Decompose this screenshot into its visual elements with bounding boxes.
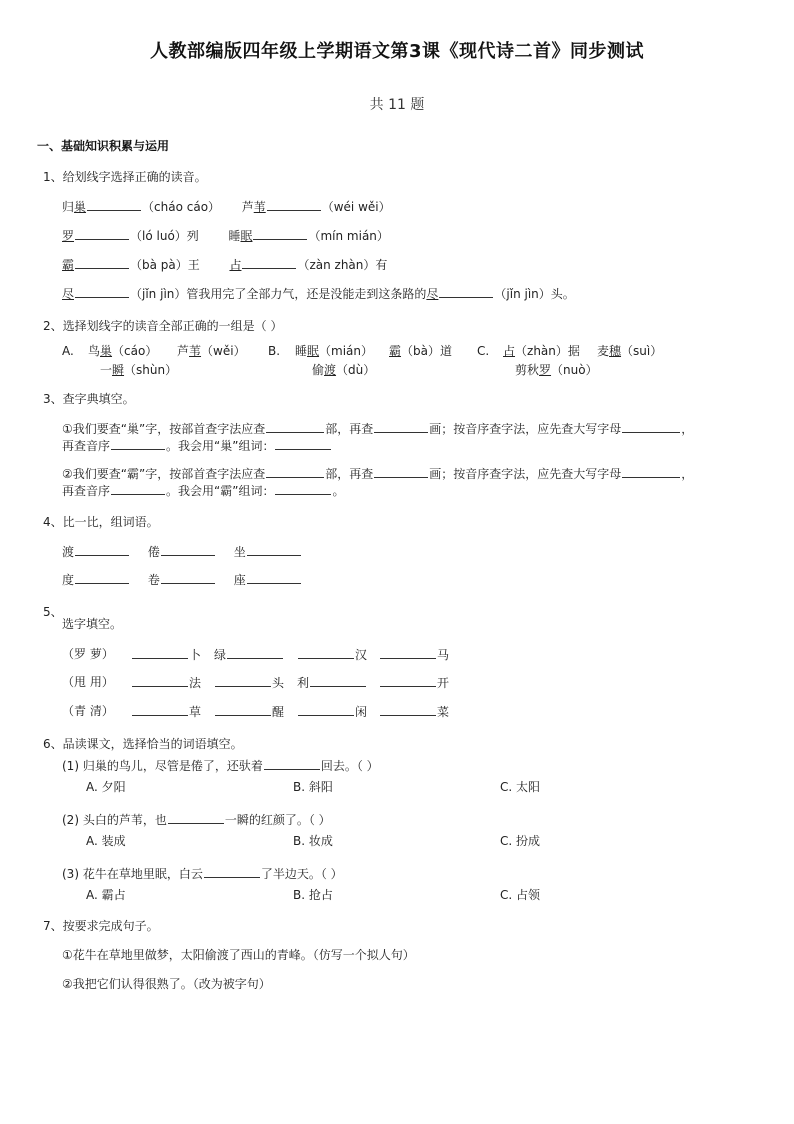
q5-row3-item2: 醒: [214, 703, 284, 720]
q5-row1-item1: 卜: [131, 646, 201, 663]
answer-blank[interactable]: [168, 811, 224, 824]
answer-blank[interactable]: [87, 198, 141, 211]
q6-sub3-option-c[interactable]: C. 占领: [500, 888, 541, 902]
q1-row2: [62, 227, 389, 244]
q1-r4b-post: （jǐn jìn）头。: [494, 287, 575, 301]
q5-row1-options: （罗 萝）: [62, 647, 114, 661]
q2-option-a-item3: 一瞬（shùn）: [100, 363, 178, 377]
q6-sub3-option-a[interactable]: A. 霸占: [86, 888, 126, 902]
answer-blank[interactable]: [310, 674, 366, 687]
q1-r1b-post: （wéi wěi）: [321, 200, 391, 214]
q6-sub3-option-b[interactable]: B. 抢占: [293, 888, 333, 902]
answer-blank[interactable]: [622, 420, 680, 433]
q1-r3a-post: （bà pà）王: [130, 258, 200, 272]
q1-r1b-pre: 芦: [241, 200, 254, 214]
section-heading: 一、基础知识积累与运用: [37, 139, 170, 153]
q6-sub2-option-b[interactable]: B. 妆成: [293, 834, 333, 848]
q5-row1-item2: 绿: [214, 646, 284, 663]
q1-r4a-underlined: 尽: [62, 287, 75, 301]
q1-r4a-post: （jǐn jìn）管我用完了全部力气，还是没能走到这条路的: [130, 287, 427, 301]
answer-blank[interactable]: [247, 571, 301, 584]
q2-option-a-label[interactable]: A.: [62, 344, 74, 358]
q5-row3-item1: 草: [131, 703, 201, 720]
q6-sub2-option-c[interactable]: C. 扮成: [500, 834, 541, 848]
answer-blank[interactable]: [298, 646, 354, 659]
q6-stem: 6、品读课文，选择恰当的词语填空。: [43, 737, 243, 751]
answer-blank[interactable]: [247, 543, 301, 556]
question-count: 共 11 题: [369, 97, 425, 113]
answer-blank[interactable]: [75, 227, 129, 240]
q2-option-b-item1: 睡眠（mián）: [295, 344, 374, 358]
q6-sub2-option-a[interactable]: A. 装成: [86, 834, 126, 848]
q6-sub1-option-b[interactable]: B. 斜阳: [293, 780, 333, 794]
q5-row2-item2: 头: [214, 674, 284, 691]
answer-blank[interactable]: [275, 482, 331, 495]
q3-part1-line1: ①我们要查“巢”字，按部首查字法应查 部，再查 画；按音序查字法，应先查大写字母 ，: [62, 422, 694, 436]
q3-part1-line2: 再查音序 。我会用“巢”组词：: [62, 437, 332, 454]
q1-r2b-underlined: 眠: [240, 229, 253, 243]
q3-part2-line2: 再查音序 。我会用“霸”组词： 。: [62, 484, 345, 498]
answer-blank[interactable]: [374, 465, 428, 478]
q4-row1: 渡 倦 坐: [62, 543, 302, 560]
answer-blank[interactable]: [161, 571, 215, 584]
q5-stem: 选字填空。: [62, 617, 123, 631]
q1-r3b-underlined: 占: [229, 258, 242, 272]
q6-sub2: (2) 头白的芦苇，也 一瞬的红颜了。（ ）: [62, 813, 331, 827]
q6-sub3: (3) 花牛在草地里眠，白云 了半边天。（ ）: [62, 867, 343, 881]
q1-stem: 1、给划线字选择正确的读音。: [43, 170, 207, 184]
answer-blank[interactable]: [266, 465, 324, 478]
q1-r2b-pre: 睡: [228, 229, 241, 243]
answer-blank[interactable]: [380, 646, 436, 659]
q5-row3-item4: 菜: [379, 703, 449, 720]
answer-blank[interactable]: [75, 256, 129, 269]
q5-row2-item4: 开: [379, 674, 449, 691]
answer-blank[interactable]: [204, 865, 260, 878]
q1-r1a-underlined: 巢: [74, 200, 87, 214]
q1-r2a-underlined: 罗: [62, 229, 75, 243]
answer-blank[interactable]: [132, 674, 188, 687]
q5-row2-item1: 法: [131, 674, 201, 691]
q1-r1b-underlined: 苇: [253, 200, 266, 214]
answer-blank[interactable]: [132, 703, 188, 716]
q3-part2-line1: ②我们要查“霸”字，按部首查字法应查 部，再查 画；按音序查字法，应先查大写字母 ，: [62, 467, 694, 481]
answer-blank[interactable]: [242, 256, 296, 269]
q2-option-a-item1: 鸟巢（cáo）: [88, 344, 158, 358]
q6-sub1-option-a[interactable]: A. 夕阳: [86, 780, 126, 794]
q2-option-b-item2: 霸（bà）道: [389, 344, 452, 358]
page-title: 人教部编版四年级上学期语文第3课《现代诗二首》同步测试: [149, 41, 645, 62]
q2-option-c-item1: 占（zhàn）据: [503, 344, 580, 358]
q1-r3b-post: （zàn zhàn）有: [297, 258, 388, 272]
answer-blank[interactable]: [264, 757, 320, 770]
answer-blank[interactable]: [161, 543, 215, 556]
q2-option-b-item3: 偷渡（dù）: [312, 363, 376, 377]
q1-row1: [62, 198, 391, 215]
q5-row3-options: （青 清）: [62, 704, 114, 718]
q2-option-c-label[interactable]: C.: [477, 344, 490, 358]
answer-blank[interactable]: [622, 465, 680, 478]
answer-blank[interactable]: [215, 703, 271, 716]
answer-blank[interactable]: [374, 420, 428, 433]
q5-row2-item3: 利: [297, 674, 367, 691]
q2-option-a-item2: 芦苇（wěi）: [177, 344, 246, 358]
q7-stem: 7、按要求完成句子。: [43, 919, 159, 933]
q4-stem: 4、比一比，组词语。: [43, 515, 159, 529]
q7-sub2: ②我把它们认得很熟了。（改为被字句）: [62, 977, 271, 991]
q5-number: 5、: [43, 605, 63, 619]
q4-row2: 度 卷 座: [62, 571, 302, 588]
answer-blank[interactable]: [266, 420, 324, 433]
answer-blank[interactable]: [253, 227, 307, 240]
answer-blank[interactable]: [75, 543, 129, 556]
answer-blank[interactable]: [111, 482, 165, 495]
answer-blank[interactable]: [298, 703, 354, 716]
q5-row3-item3: 闲: [297, 703, 367, 720]
answer-blank[interactable]: [75, 285, 129, 298]
q2-option-c-item3: 剪秋罗（nuò）: [515, 363, 598, 377]
q6-sub1: (1) 归巢的鸟儿，尽管是倦了，还驮着 回去。（ ）: [62, 759, 379, 773]
answer-blank[interactable]: [227, 646, 283, 659]
answer-blank[interactable]: [267, 198, 321, 211]
q5-row2-options: （甩 用）: [62, 675, 114, 689]
answer-blank[interactable]: [75, 571, 129, 584]
answer-blank[interactable]: [275, 437, 331, 450]
q1-row4: [62, 285, 575, 302]
q1-row3: [62, 256, 387, 273]
q1-r4b-underlined: 尽: [426, 287, 439, 301]
q2-stem: 2、选择划线字的读音全部正确的一组是（ ）: [43, 319, 283, 333]
q7-sub1: ①花牛在草地里做梦，太阳偷渡了西山的青峰。（仿写一个拟人句）: [62, 948, 415, 962]
q6-sub1-option-c[interactable]: C. 太阳: [500, 780, 541, 794]
q1-r1a-pre: 归: [62, 200, 75, 214]
answer-blank[interactable]: [439, 285, 493, 298]
answer-blank[interactable]: [380, 703, 436, 716]
q1-r3a-underlined: 霸: [62, 258, 75, 272]
answer-blank[interactable]: [111, 437, 165, 450]
q5-row1-item4: 马: [379, 646, 449, 663]
q1-r2b-post: （mín mián）: [308, 229, 389, 243]
q2-option-c-item2: 麦穗（suì）: [597, 344, 663, 358]
q1-r1a-post: （cháo cáo）: [142, 200, 221, 214]
q5-row1-item3: 汉: [297, 646, 367, 663]
answer-blank[interactable]: [380, 674, 436, 687]
q2-option-b-label[interactable]: B.: [268, 344, 281, 358]
q1-r2a-post: （ló luó）列: [130, 229, 199, 243]
q3-stem: 3、查字典填空。: [43, 392, 135, 406]
answer-blank[interactable]: [215, 674, 271, 687]
answer-blank[interactable]: [132, 646, 188, 659]
